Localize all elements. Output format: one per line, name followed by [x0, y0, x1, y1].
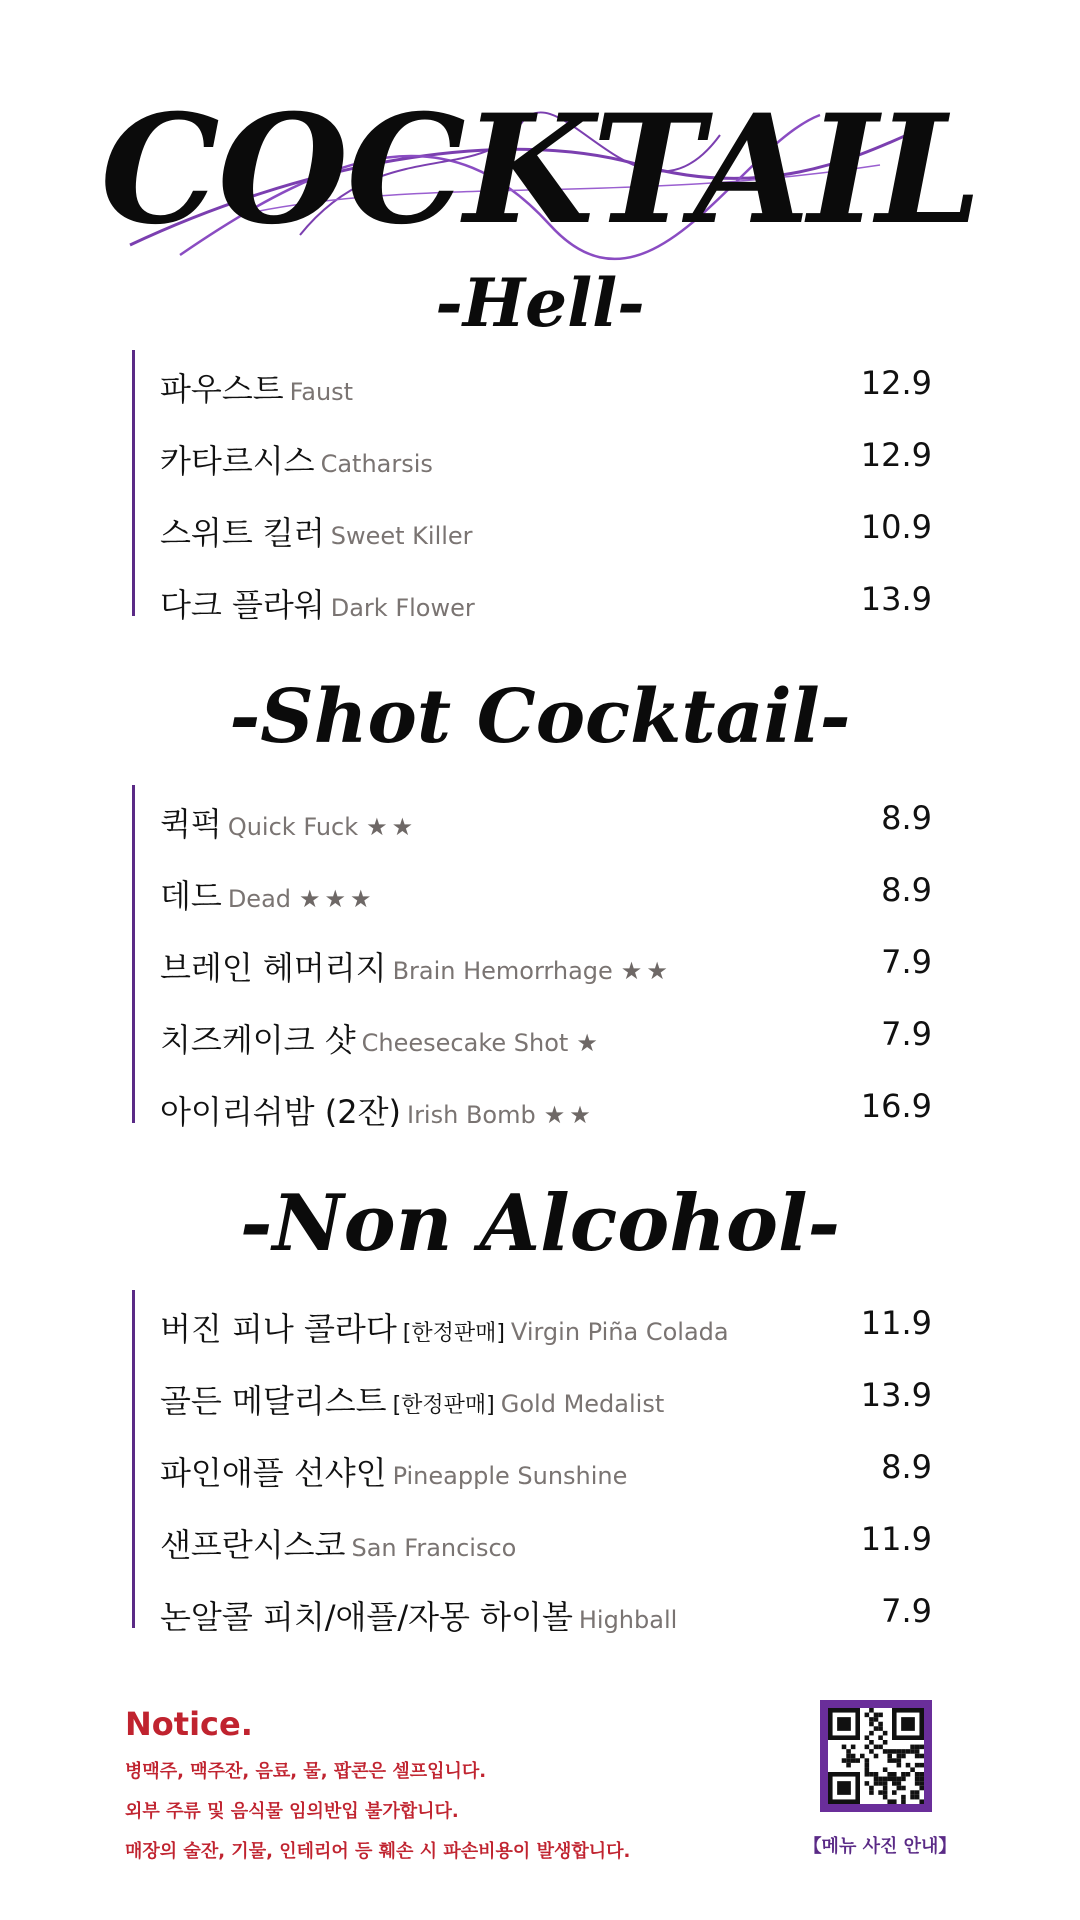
notice-line: 매장의 술잔, 기물, 인테리어 등 훼손 시 파손비용이 발생합니다. — [125, 1841, 631, 1862]
item-name-en: Dead — [227, 885, 292, 913]
item-name-ko: 골든 메달리스트 — [160, 1382, 387, 1420]
item-price: 7.9 — [881, 1015, 932, 1053]
item-name-ko: 카타르시스 — [160, 442, 315, 480]
item-name-ko: 스위트 킬러 — [160, 514, 325, 552]
notice-line: 병맥주, 맥주잔, 음료, 물, 팝콘은 셀프입니다. — [125, 1761, 487, 1782]
item-name-en: Highball — [578, 1606, 678, 1634]
menu-item — [132, 1001, 932, 1073]
item-name-en: Irish Bomb — [406, 1101, 536, 1129]
item-name-en: Dark Flower — [330, 594, 475, 622]
menu-item — [132, 1578, 932, 1650]
item-name-ko: 샌프란시스코 — [160, 1526, 346, 1564]
item-name-ko: 버진 피나 콜라다 — [160, 1310, 397, 1348]
notice-line: 외부 주류 및 음식물 임의반입 불가합니다. — [125, 1801, 459, 1822]
item-price: 7.9 — [881, 943, 932, 981]
item-name-ko: 파우스트 — [160, 370, 284, 408]
item-name-en: Gold Medalist — [500, 1390, 665, 1418]
item-price: 11.9 — [860, 1304, 932, 1342]
item-price: 8.9 — [881, 1448, 932, 1486]
item-price: 16.9 — [860, 1087, 932, 1125]
item-name-en: San Francisco — [351, 1534, 517, 1562]
menu-item — [132, 1506, 932, 1578]
menu-item — [132, 350, 932, 422]
item-name-ko: 파인애플 선샤인 — [160, 1454, 387, 1492]
item-name-en: Cheesecake Shot — [361, 1029, 569, 1057]
section-non-alcohol — [132, 1290, 932, 1636]
item-name-en: Faust — [289, 378, 354, 406]
item-price: 8.9 — [881, 871, 932, 909]
item-price: 13.9 — [860, 1376, 932, 1414]
item-name-en: Virgin Piña Colada — [510, 1318, 729, 1346]
limited-tag: [한정판매] — [402, 1321, 505, 1346]
menu-item — [132, 857, 932, 929]
main-title: COCKTAIL — [100, 82, 980, 258]
item-name-ko: 다크 플라워 — [160, 586, 325, 624]
menu-item — [132, 1073, 932, 1145]
item-price: 12.9 — [860, 436, 932, 474]
qr-caption[interactable]: 【메뉴 사진 안내】 — [803, 1836, 957, 1857]
strength-stars: ★★ — [543, 1101, 595, 1129]
menu-item — [132, 422, 932, 494]
section-title-non-alcohol: -Non Alcohol- — [240, 1178, 840, 1269]
qr-code[interactable] — [820, 1700, 932, 1812]
menu-item — [132, 929, 932, 1001]
section-title-shot-cocktail: -Shot Cocktail- — [229, 674, 851, 760]
menu-item — [132, 1362, 932, 1434]
item-name-ko: 아이리쉬밤 (2잔) — [160, 1093, 401, 1131]
item-name-en: Sweet Killer — [330, 522, 473, 550]
section-title-hell: -Hell- — [435, 264, 645, 342]
item-price: 10.9 — [860, 508, 932, 546]
item-price: 7.9 — [881, 1592, 932, 1630]
item-price: 11.9 — [860, 1520, 932, 1558]
notice-title: Notice. — [125, 1705, 253, 1743]
menu-item — [132, 785, 932, 857]
item-price: 8.9 — [881, 799, 932, 837]
item-name-ko: 논알콜 피치/애플/자몽 하이볼 — [160, 1598, 573, 1636]
section-hell — [132, 350, 932, 624]
strength-stars: ★★★ — [299, 885, 376, 913]
item-name-ko: 데드 — [160, 877, 222, 915]
menu-item — [132, 1290, 932, 1362]
menu-item — [132, 494, 932, 566]
item-name-en: Quick Fuck — [227, 813, 359, 841]
item-name-en: Catharsis — [320, 450, 433, 478]
strength-stars: ★★ — [620, 957, 672, 985]
item-name-ko: 퀵퍽 — [160, 805, 222, 843]
notice-block — [125, 1705, 745, 1863]
strength-stars: ★ — [576, 1029, 602, 1057]
limited-tag: [한정판매] — [392, 1393, 495, 1418]
section-shot-cocktail — [132, 785, 932, 1131]
strength-stars: ★★ — [366, 813, 418, 841]
item-price: 12.9 — [860, 364, 932, 402]
item-name-en: Brain Hemorrhage — [392, 957, 613, 985]
item-price: 13.9 — [860, 580, 932, 618]
item-name-en: Pineapple Sunshine — [392, 1462, 628, 1490]
item-name-ko: 브레인 헤머리지 — [160, 949, 387, 987]
item-name-ko: 치즈케이크 샷 — [160, 1021, 356, 1059]
menu-item — [132, 566, 932, 638]
menu-item — [132, 1434, 932, 1506]
